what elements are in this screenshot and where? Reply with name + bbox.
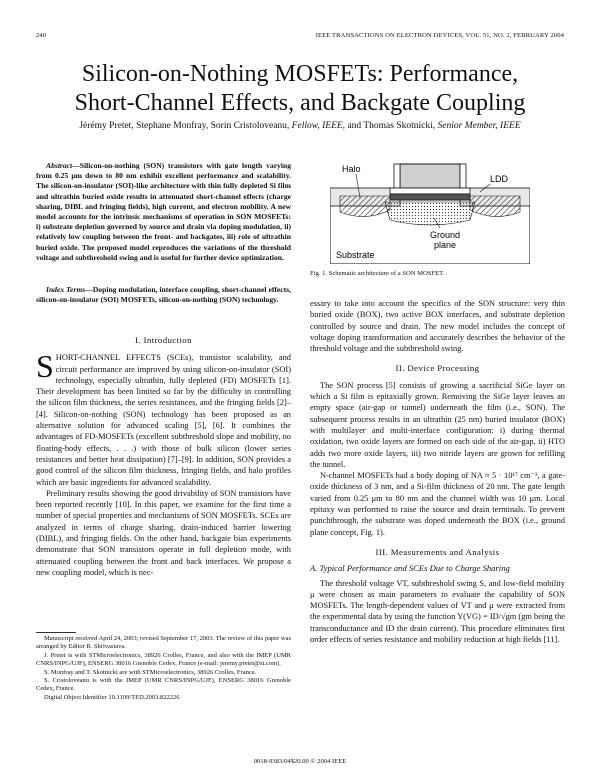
footnote-cristoloveanu: S. Cristoloveanu is with the IMEP (UMR CNRS/INPG/UJF), ENSERG 38016 Grenoble Cedex, France. bbox=[36, 677, 291, 693]
figure-1-caption: Fig. 1. Schematic architecture of a SON MOSFET. bbox=[310, 270, 445, 277]
fig-spacer-right bbox=[460, 164, 466, 188]
section-heading-introduction: I. Introduction bbox=[135, 335, 192, 345]
author-senior: Senior Member, IEEE bbox=[437, 121, 521, 131]
fig-buried-oxide bbox=[390, 194, 470, 200]
fig-label-plane: plane bbox=[434, 240, 457, 250]
right-column-text bbox=[310, 298, 565, 645]
processing-paragraph-1: The SON process [5] consists of growing a sacrificial SiGe layer on which a Si film is epitaxially grown. Removing the SiGe layer leaves an empty space (air-gap or tunnel) underneath the film (i.e., SON). The subsequent process results in an ultrathin (25 nm) buried insulator (BOX) with multilayer and multi-interface configuration: i) during thermal oxidation, two oxide layers are formed on each side of the air-gap, ii) HTO adds two more oxide layers, iii) two nitride layers are grown for refilling the tunnel. bbox=[310, 380, 565, 469]
author-list bbox=[30, 121, 570, 131]
fig-ground-plane bbox=[385, 202, 475, 225]
page-number: 240 bbox=[36, 32, 47, 39]
section-introduction bbox=[36, 335, 291, 578]
author-names: Jérémy Pretet, Stephane Monfray, Sorin Cristoloveanu, bbox=[79, 121, 290, 131]
fig-si-film bbox=[390, 188, 470, 194]
intro-continuation: essary to take into account the specifics of the SON structure: very thin buried oxide (BOX), two active BOX interfaces, and substrate depletion controlled by source and drain. The new model includes the concept of voltage doping transformation and accurately describes the behavior of the threshold voltage and the subthreshold swing. bbox=[310, 299, 565, 354]
author-fellow: Fellow, IEEE, bbox=[291, 121, 346, 131]
footnote-received: Manuscript received April 24, 2003; revised September 17, 2003. The review of this paper was arranged by Editor R. Shrivastava. bbox=[36, 635, 291, 651]
section-heading-measurements: III. Measurements and Analysis bbox=[375, 546, 500, 557]
fig-spacer-left bbox=[394, 164, 400, 188]
drop-cap: S bbox=[36, 348, 54, 385]
fig-label-substrate: Substrate bbox=[336, 250, 375, 260]
section-heading-device-processing: II. Device Processing bbox=[395, 363, 480, 374]
fig-label-ldd: LDD bbox=[490, 174, 509, 184]
title-line-2: Short-Channel Effects, and Backgate Coupling bbox=[74, 90, 526, 116]
footnote-monfray-skotnicki: S. Monfray and T. Skotnicki are with STMicroelectronics, 38926 Crolles, France. bbox=[44, 668, 257, 676]
abstract-label: Abstract— bbox=[46, 161, 80, 170]
footnote-pretet: J. Pretet is with STMicroelectronics, 38926 Crolles, France, and also with the IMEP (UMR CNRS/INPG/UJF), ENSERG 38016 Grenoble Cedex, France (e-mail: jeremy.pretet@st.com). bbox=[36, 651, 291, 668]
footnotes bbox=[36, 635, 291, 702]
measurements-paragraph-1: The threshold voltage VT, subthreshold swing S, and low-field mobility μ were chosen as main parameters to evaluate the capability of SON MOSFETs. The length-dependent values of VT and μ were extracted from the experimental data by using the function Y(VG) = ID/√gm (gm being the transconductance and ID the drain current). This procedure eliminates first order effects of series resistance and mobility reduction at high fields [11]. bbox=[310, 578, 565, 645]
fig-gate bbox=[400, 164, 460, 188]
abstract bbox=[36, 161, 291, 263]
figure-1-son-schematic bbox=[330, 160, 530, 264]
footnote-doi: Digital Object Identifier 10.1109/TED.2003.822226 bbox=[44, 693, 180, 701]
index-terms-label: Index Terms— bbox=[46, 285, 93, 294]
index-terms-text: Doping modulation, interface coupling, short-channel effects, silicon-on-insulator (SOI) MOSFETs, silicon-on-nothing (SON) technology. bbox=[36, 285, 291, 305]
processing-paragraph-2: N-channel MOSFETs had a body doping of NA ≈ 5 · 10¹⁷ cm⁻³, a gate-oxide thickness of 3 nm, and a Si-film thickness of 20 nm. The gate length varied from 0.25 μm to 80 nm and the channel width was 10 μm. Local epitaxy was performed to raise the source and drain terminals. To prevent punchthrough, the substrate was doped underneath the BOX (i.e., ground plane concept, Fig. 1). bbox=[310, 471, 565, 537]
title-line-1: Silicon-on-Nothing MOSFETs: Performance, bbox=[81, 61, 519, 87]
running-header: IEEE TRANSACTIONS ON ELECTRON DEVICES, VOL. 51, NO. 2, FEBRUARY 2004 bbox=[315, 32, 564, 39]
copyright-footer: 0018-9383/04$20.00 © 2004 IEEE bbox=[253, 758, 347, 765]
subsection-heading-a: A. Typical Performance and SCEs Due to Charge Sharing bbox=[310, 563, 510, 574]
fig-label-ground: Ground bbox=[430, 230, 461, 240]
index-terms bbox=[36, 285, 291, 305]
fig-label-halo: Halo bbox=[342, 164, 361, 174]
intro-paragraph-2: Preliminary results showing the good drivability of SON transistors have been reported recently [10]. In this paper, we examine for the first time a number of special properties and mechanisms of SON MOSFETs. SCEs are analyzed in terms of charge sharing, drain-induced barrier lowering (DIBL), and fringing fields. On the other hand, backgate bias experiments demonstrate that SON transistors operate in full depletion mode, with attenuated coupling between the front and back interfaces. We propose a new coupling model, which is nec- bbox=[36, 488, 291, 577]
author-and-last: and Thomas Skotnicki, bbox=[347, 121, 436, 131]
intro-paragraph-1: HORT-CHANNEL EFFECTS (SCEs), transistor scalability, and circuit performance are improved by using silicon-on-insulator (SOI) technology, especially ultrathin, fully depleted (FD) MOSFETs [1]. Their development has been limited so far by the difficulty in controlling the silicon film thickness, the series resistances, and the fringing fields [2]–[4]. Silicon-on-nothing (SON) technology has been proposed as an alternative solution for advanced scaling [5], [6]. It combines the advantages of FD-MOSFETs (excellent subthreshold slope and mobility, no floating-body effects, . . .) with those of bulk silicon (lower series resistances and better heat dissipation) [7]–[9]. In addition, SON provides a good control of the silicon film thickness, fringing fields, and halo profiles which are basic ingredients for advanced scalability. bbox=[36, 353, 291, 487]
footnote-rule bbox=[36, 632, 76, 633]
abstract-text: Silicon-on-nothing (SON) transistors with gate length varying from 0.25 μm down to 80 nm exhibit excellent performance and scalability. The silicon-on-insulator (SOI)-like architecture with thin fully depleted Si film and ultrathin buried oxide results in attenuated short-channel effects (charge sharing, DIBL and fringing fields), high current, and electron mobility. A new model accounts for the intrinsic mechanisms of operation in SON MOSFETs: i) substrate depletion governed by source and drain via doping modulation, ii) relatively low coupling between the front- and backgates, iii) role of ultrathin buried oxide. The proposed model reproduces the variations of the threshold voltage and subthreshold swing and is useful for further device optimization. bbox=[36, 161, 291, 262]
paper-title bbox=[30, 60, 570, 118]
